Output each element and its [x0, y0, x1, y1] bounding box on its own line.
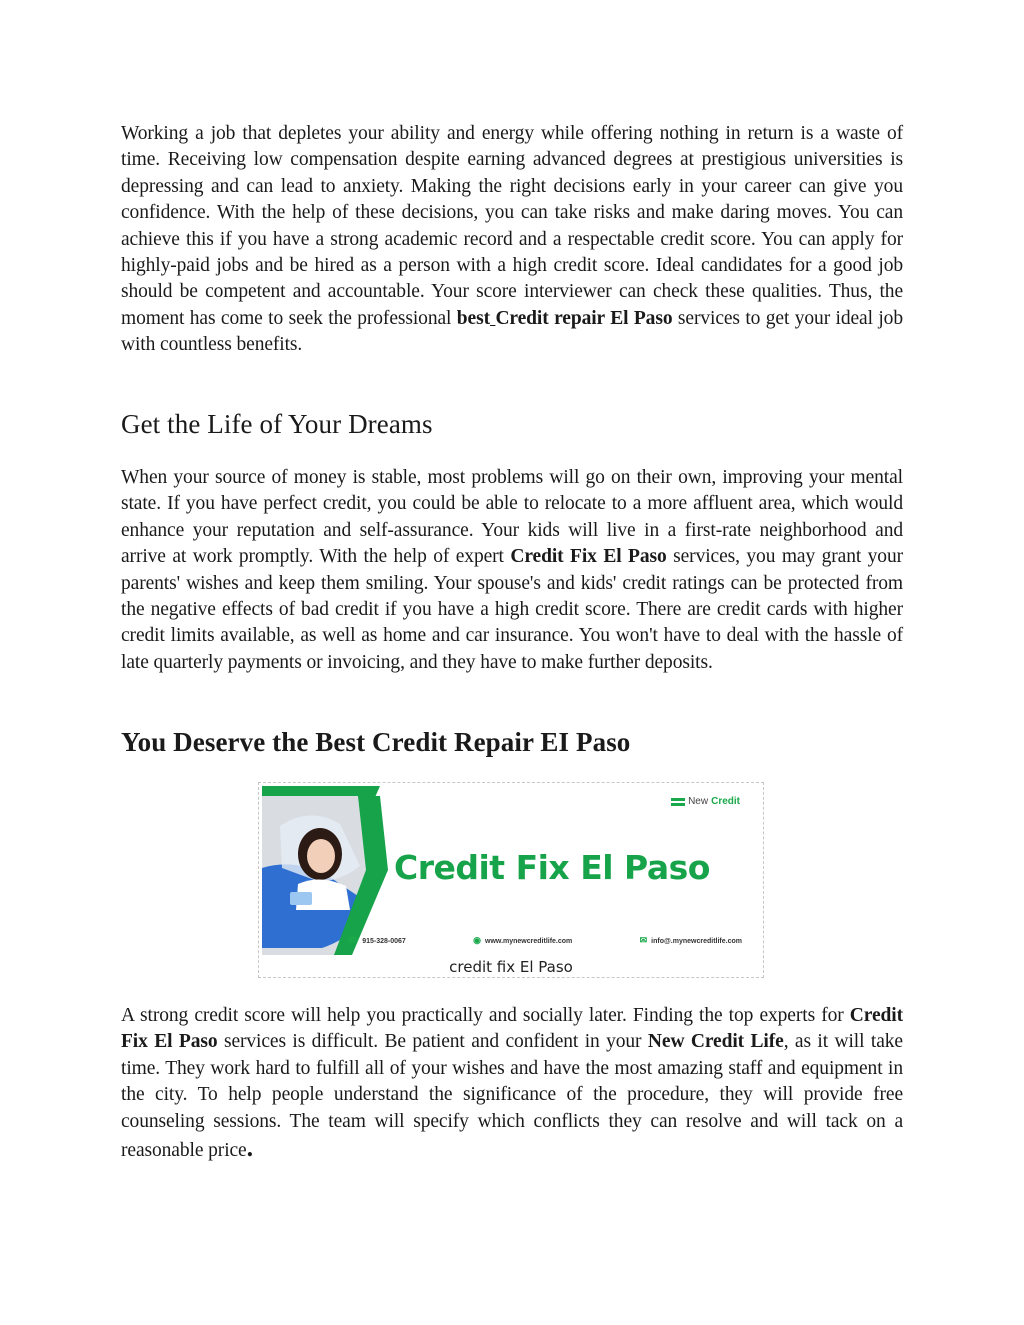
- end-period: .: [246, 1133, 254, 1163]
- mail-icon: ✉: [639, 935, 648, 945]
- globe-icon: ◉: [473, 935, 481, 945]
- banner-image: [262, 786, 762, 955]
- banner-figure: [258, 782, 764, 978]
- paragraph-intro-text: Working a job that depletes your ability and energy while offering nothing in return is a waste of time. Receiving low compensation despite earning advanced degrees at prestigious universities is depressing and can lead to anxiety. Making the right decisions early in your career can give you confidence. With the help of these decisions, you can take risks and make daring moves. You can achieve this if you have a strong academic record and a respectable credit score. You can apply for highly-paid jobs and be hired as a person with a high credit score. Ideal candidates for a good job should be competent and accountable. Your score interviewer can check these qualities. Thus, the moment has come to seek the professional best Credit repair El Paso services to get your ideal job with countless benefits.: [121, 123, 903, 356]
- phone-icon: ☎: [347, 935, 359, 945]
- banner-contacts: [347, 935, 742, 946]
- paragraph-intro: [121, 121, 903, 359]
- paragraph-life: [121, 465, 903, 676]
- paragraph-life-text: When your source of money is stable, most problems will go on their own, improving your mental state. If you have perfect credit, you could be able to relocate to a more affluent area, which would enhance your reputation and self-assurance. Your kids will live in a first-rate neighborhood and arrive at work promptly. With the help of expert Credit Fix El Paso services, you may grant your parents' wishes and keep them smiling. Your spouse's and kids' credit ratings can be protected from the negative effects of bad credit if you have a high credit score. There are credit cards with higher credit limits available, as well as home and car insurance. You won't have to deal with the hassle of late quarterly payments or invoicing, and they have to make further deposits.: [121, 467, 904, 673]
- contact-phone: ☎ 915-328-0067: [347, 935, 406, 945]
- contact-website: ◉ www.mynewcreditlife.com: [473, 935, 573, 945]
- banner-caption: credit fix El Paso: [449, 958, 573, 976]
- heading-best-credit-repair: [121, 726, 903, 758]
- brand-mark-icon: [671, 798, 685, 806]
- keyword-credit-repair-el-paso: Credit repair El Paso: [495, 307, 673, 329]
- contact-email: ✉ info@.mynewcreditlife.com: [639, 935, 742, 945]
- keyword-new-credit-life: New Credit Life: [647, 1031, 784, 1053]
- paragraph-strong-score-text: A strong credit score will help you practically and socially later. Finding the top experts for Credit Fix El Paso services is difficult. Be patient and confident in your New Credit Life, as it will take time. They work hard to fulfill all of your wishes and have the most amazing staff and equipment in the city. To help people understand the significance of the procedure, they will provide free counseling sessions. The team will specify which conflicts they can resolve and will tack on a reasonable price.: [121, 1005, 903, 1163]
- banner-headline: Credit Fix El Paso: [394, 848, 710, 887]
- keyword-best: best: [456, 307, 490, 329]
- credit-card-icon: [290, 892, 312, 905]
- keyword-credit-fix-el-paso: Credit Fix El Paso: [510, 546, 667, 568]
- section-heading: You Deserve the Best Credit Repair EI Paso: [121, 727, 631, 757]
- keyword-credit-fix-el-paso: Credit Fix El Paso: [121, 1005, 903, 1053]
- paragraph-strong-score: [121, 1003, 903, 1164]
- heading-life-of-dreams: [121, 408, 903, 440]
- section-heading: Get the Life of Your Dreams: [121, 409, 433, 439]
- woman-face: [307, 839, 335, 873]
- brand-logo: New Credit: [671, 796, 740, 807]
